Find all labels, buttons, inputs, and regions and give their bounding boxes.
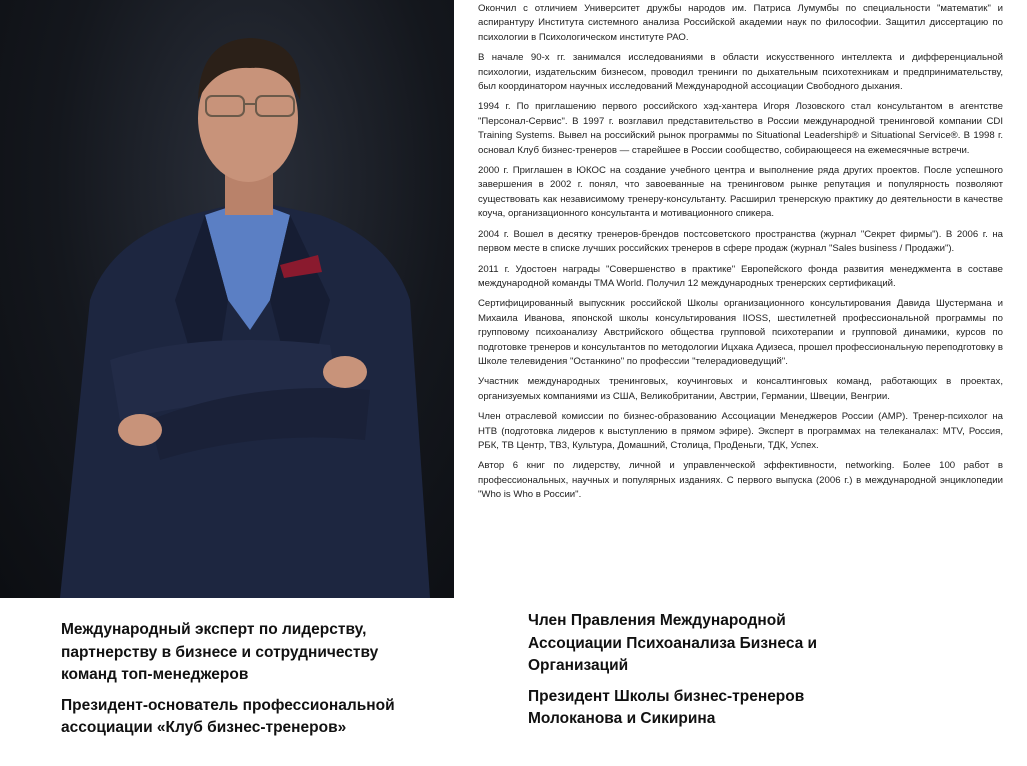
portrait-illustration xyxy=(0,0,454,598)
bio-paragraph: Окончил с отличием Университет дружбы народов им. Патриса Лумумбы по специальности "математик" и аспирантуру Института системного анализа Российской академии наук по философии. Защитил диссертацию по психологии в Психологическом институте РАО. xyxy=(478,3,1003,43)
bio-paragraph: 2000 г. Приглашен в ЮКОС на создание учебного центра и выполнение ряда других проектов. После успешного завершения в 2002 г. понял, что завоеванные на тренинговом рынке репутация и популярность позволяют существовать как независимому тренеру-консультанту. Расширил тренерскую практику до деятельности в качестве коуча, организационного консультанта и мотивационного спикера. xyxy=(478,165,1003,220)
caption-title: Член Правления Международной Ассоциации Психоанализа Бизнеса и Организаций xyxy=(528,612,818,674)
bio-paragraph: 2011 г. Удостоен награды "Совершенство в практике" Европейского фонда развития менеджмента в составе международной команды TMA World. Получил 12 международных тренерских сертификаций. xyxy=(478,263,1003,289)
bio-paragraph: 2004 г. Вошел в десятку тренеров-брендов постсоветского пространства (журнал "Секрет фирмы"). В 2006 г. на первом месте в списке лучших российских тренеров в сфере продаж (журнал "Sales business / Продажи"). xyxy=(478,228,1003,255)
bio-paragraph: Участник международных тренинговых, коучинговых и консалтинговых команд, работающих в проектах, организуемых компаниями из США, Великобритании, Австрии, Германии, Швеции, Венгрии. xyxy=(478,376,1003,402)
bio-paragraph: 1994 г. По приглашению первого российского хэд-хантера Игоря Лозовского стал консультантом в агентстве "Персонал-Сервис". В 1997 г. возглавил представительство в России международной тренинговой компании CDI Training Systems. Вывел на российский рынок программы по Situational Leadership® и Situational Service®. В 1998 г. основал Клуб бизнес-тренеров — старейшее в России сообщество, собирающееся на ежемесячные встречи. xyxy=(478,101,1003,156)
caption-left xyxy=(61,619,421,748)
bio-paragraph: Автор 6 книг по лидерству, личной и управленческой эффективности, networking. Более 100 работ в профессиональных, научных и популярных изданиях. С первого выпуска (2006 г.) в международной энциклопедии "Who is Who в России". xyxy=(478,460,1003,501)
bio-paragraph: Член отраслевой комиссии по бизнес-образованию Ассоциации Менеджеров России (АМР). Тренер-психолог на НТВ (подготовка лидеров к выступлению в прямом эфире). Эксперт в программах на телеканалах: MTV, Россия, РБК, ТВ Центр, ТВ3, Культура, Домашний, Столица, ПроДеньги, ТДК, Успех. xyxy=(478,411,1003,451)
bio-paragraph: Сертифицированный выпускник российской Школы организационного консультирования Давида Шустермана и Михаила Иванова, японской школы консультирования IIOSS, шестилетней профессиональной программы по групповому психоанализу Австрийского общества групповой психотерапии и групповой динамики, курсов по подготовке тренеров и консультантов по методологии Ицхака Адизеса, прошел профессиональную переподготовку в Школе телевидения "Останкино" по профессии "телерадиоведущий". xyxy=(478,298,1003,367)
caption-right xyxy=(528,610,868,739)
caption-title: Международный эксперт по лидерству, партнерству в бизнесе и сотрудничеству команд топ-менеджеров xyxy=(61,621,379,683)
bio-paragraph: В начале 90-х гг. занимался исследованиями в области искусственного интеллекта и дифференциальной психологии, издательским бизнесом, проводил тренинги по дыхательным психотехникам и предпринимательству, был координатором научных исследований Международной ассоциации Свободного дыхания. xyxy=(478,52,1003,93)
caption-title: Президент Школы бизнес-тренеров Молоканова и Сикирина xyxy=(528,687,805,727)
biography-text xyxy=(478,2,1003,509)
caption-title: Президент-основатель профессиональной ассоциации «Клуб бизнес-тренеров» xyxy=(61,696,395,736)
portrait-photo xyxy=(0,0,454,598)
